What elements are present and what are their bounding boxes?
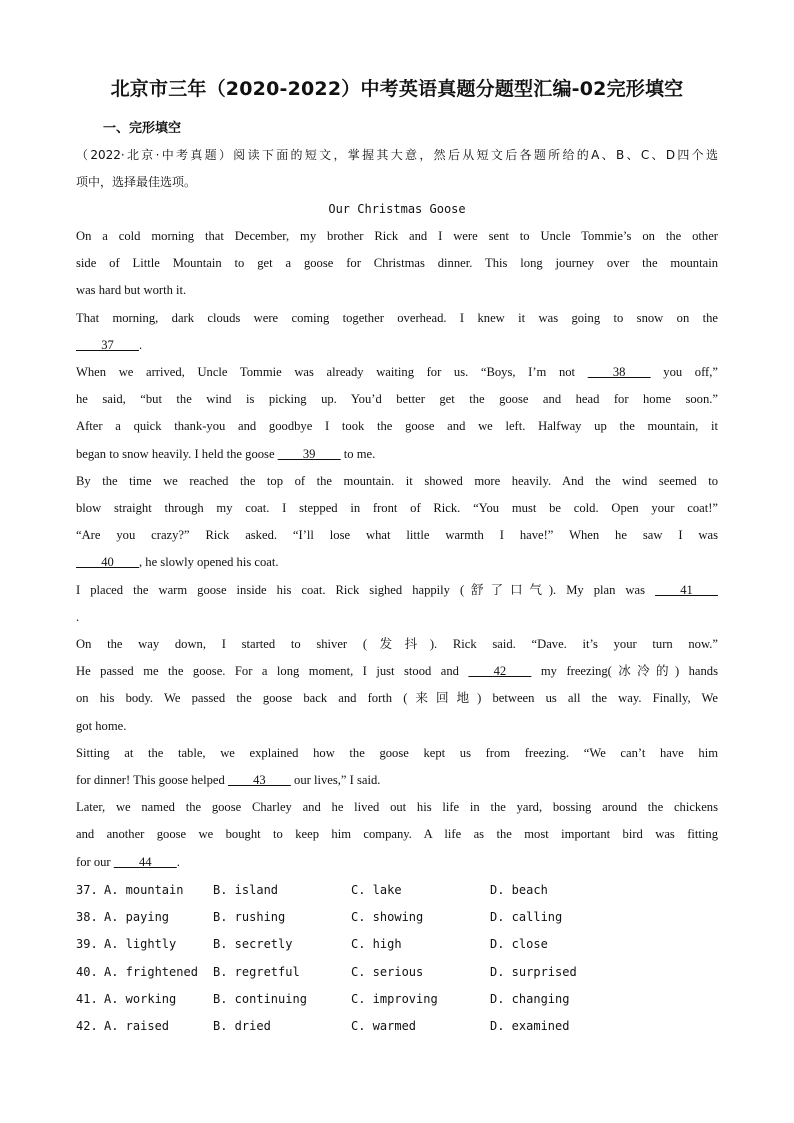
passage-text: was hard but worth it. <box>76 283 187 298</box>
answer-blank: 44 <box>113 854 177 869</box>
passage-text: On the way down, I started to shiver (发抖). Rick said. “Dave. it’s your turn now.” <box>76 637 718 651</box>
passage-text: By the time we reached the top of the mountain. it showed more heavily. And the wind seemed to <box>76 473 718 488</box>
passage-line <box>76 473 718 489</box>
option-d: D. changing <box>490 991 570 1006</box>
option-a: A. mountain <box>104 883 184 897</box>
passage-text: got home. <box>76 718 127 733</box>
passage-line <box>76 854 718 870</box>
option-d: D. close <box>490 937 548 952</box>
passage-line <box>76 772 718 788</box>
passage-line <box>76 554 718 570</box>
option-c: C. improving <box>351 991 438 1006</box>
passage-text: on his body. We passed the goose back and forth (来回地) between us all the way. Finally, We <box>76 691 718 706</box>
passage-line <box>76 446 718 462</box>
instruction-line: 项中，选择最佳选项。 <box>76 175 197 189</box>
option-c: C. warmed <box>351 1019 417 1033</box>
passage-line <box>76 636 718 652</box>
passage-line <box>76 418 718 434</box>
question-number: 37. <box>76 883 98 897</box>
answer-blank: 43 <box>227 773 291 787</box>
option-b: B. secretly <box>213 937 293 952</box>
passage-text: He passed me the goose. For a long moment, I just stood and <box>76 664 469 679</box>
passage-text: to me. <box>340 446 376 461</box>
option-b: B. dried <box>213 1019 271 1033</box>
option-a: A. paying <box>104 910 170 925</box>
answer-blank: 39 <box>277 446 341 461</box>
question-number: 42. <box>76 1019 98 1033</box>
passage-line <box>76 826 718 842</box>
document-title: 北京市三年（2020-2022）中考英语真题分题型汇编-02完形填空 <box>110 78 684 100</box>
option-c: C. high <box>351 937 402 952</box>
option-d: D. examined <box>490 1019 570 1033</box>
option-b: B. regretful <box>213 964 300 979</box>
option-b: B. island <box>213 883 279 897</box>
passage-text: Later, we named the goose Charley and he lived out his life in the yard, bossing around the chickens <box>76 800 718 815</box>
answer-blank: 40 <box>76 555 139 570</box>
passage-line <box>76 391 718 407</box>
passage-line <box>76 582 718 598</box>
passage-text: After a quick thank-you and goodbye I took the goose and we left. Halfway up the mountain, it <box>76 419 718 434</box>
passage-line <box>76 609 718 625</box>
option-d: D. beach <box>490 883 548 897</box>
passage-text: my freezing(冰冷的) hands <box>531 664 718 679</box>
question-number: 41. <box>76 991 98 1006</box>
instruction-line: （2022·北京·中考真题）阅读下面的短文，掌握其大意，然后从短文后各题所给的A、B、C、D四个选 <box>76 148 718 162</box>
passage-line <box>76 663 718 679</box>
passage-text: you off,” <box>650 365 718 379</box>
passage-title: Our Christmas Goose <box>328 202 466 216</box>
passage-text: for our <box>76 854 114 869</box>
option-c: C. serious <box>351 964 424 979</box>
option-a: A. working <box>104 991 177 1006</box>
passage-text: side of Little Mountain to get a goose for Christmas dinner. This long journey over the mountain <box>76 256 718 271</box>
passage-text: That morning, dark clouds were coming together overhead. I knew it was going to snow on the <box>76 310 718 325</box>
passage-line <box>76 282 718 298</box>
option-a: A. lightly <box>104 937 177 952</box>
passage-line <box>76 799 718 815</box>
passage-line <box>76 718 718 734</box>
passage-text: I placed the warm goose inside his coat. Rick sighed happily (舒了口气). My plan was <box>76 582 656 597</box>
passage-line <box>76 255 718 271</box>
passage-line <box>76 745 718 761</box>
passage-text: On a cold morning that December, my brother Rick and I were sent to Uncle Tommie’s on the other <box>76 229 718 243</box>
passage-text: blow straight through my coat. I stepped in front of Rick. “You must be cold. Open your coat!” <box>76 501 718 515</box>
question-number: 39. <box>76 937 98 952</box>
passage-text: and another goose we bought to keep him company. A life as the most important bird was fitting <box>76 827 718 842</box>
passage-text: for dinner! This goose helped <box>76 773 228 787</box>
passage-text: . <box>138 337 143 352</box>
passage-line <box>76 310 718 326</box>
option-a: A. frightened <box>104 964 198 979</box>
passage-line <box>76 690 718 706</box>
option-b: B. rushing <box>213 910 286 925</box>
passage-text: . <box>176 854 180 869</box>
answer-blank: 42 <box>468 664 532 679</box>
passage-line <box>76 500 718 516</box>
answer-blank: 41 <box>655 582 718 597</box>
passage-text: our lives,” I said. <box>290 773 381 787</box>
question-number: 38. <box>76 910 98 925</box>
passage-text: Sitting at the table, we explained how the goose kept us from freezing. “We can’t have him <box>76 745 718 760</box>
option-d: D. surprised <box>490 964 577 979</box>
passage-text: , he slowly opened his coat. <box>138 555 279 570</box>
passage-text: “Are you crazy?” Rick asked. “I’ll lose what little warmth I have!” When he saw I was <box>76 528 718 543</box>
option-c: C. showing <box>351 910 424 925</box>
option-c: C. lake <box>351 883 402 897</box>
option-b: B. continuing <box>213 991 307 1006</box>
question-number: 40. <box>76 964 98 979</box>
section-heading: 一、完形填空 <box>103 121 182 136</box>
answer-blank: 37 <box>76 337 139 352</box>
passage-line <box>76 364 718 380</box>
passage-line <box>76 228 718 244</box>
option-a: A. raised <box>104 1019 170 1033</box>
passage-text: began to snow heavily. I held the goose <box>76 446 278 461</box>
passage-text: . <box>76 609 80 624</box>
passage-text: he said, “but the wind is picking up. You’d better get the goose and head for home soon.” <box>76 392 718 407</box>
option-d: D. calling <box>490 910 563 925</box>
passage-line <box>76 527 718 543</box>
passage-line <box>76 337 718 353</box>
passage-text: When we arrived, Uncle Tommie was already waiting for us. “Boys, I’m not <box>76 365 588 379</box>
answer-blank: 38 <box>587 365 651 379</box>
